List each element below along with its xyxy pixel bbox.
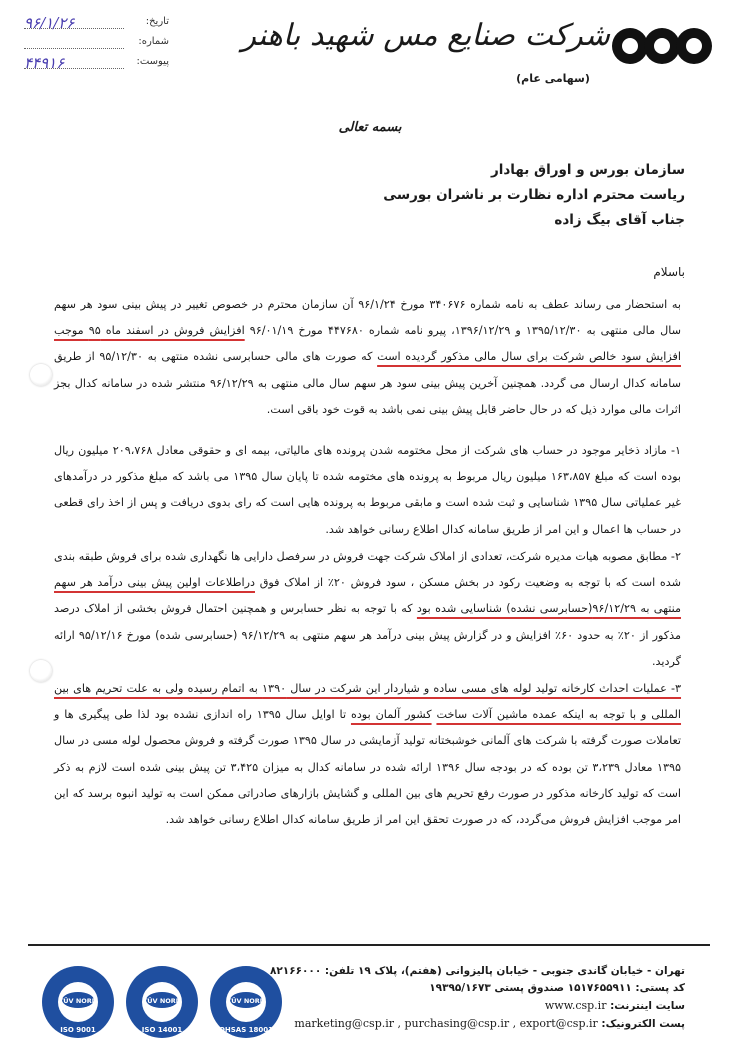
footer-email-label: پست الکترونیک: bbox=[601, 1018, 685, 1030]
footer-website-link[interactable]: www.csp.ir bbox=[544, 999, 607, 1012]
footer-website-row bbox=[295, 997, 685, 1015]
contact-info bbox=[269, 963, 685, 1033]
certification-logos bbox=[40, 964, 290, 1044]
item-3-text-a: ۳- عملیات احداث کارخانه تولید لوله های مسی ساده و شیاردار این شرکت در سال ۱۳۹۰ به اتمام رسیده ولی به علت تحریم های بین المللی و با توجه به اینکه عمده ماشین آلات ساخت bbox=[54, 682, 682, 722]
meta-date-value: ۹۶/۱/۲۶ bbox=[24, 14, 124, 29]
addressee-organization: سازمان بورس و اوراق بهادار bbox=[490, 162, 685, 178]
item-3-highlight: کشور آلمان بوده bbox=[350, 708, 432, 722]
footer-email-row bbox=[295, 1015, 685, 1033]
meta-date-label: تاریخ: bbox=[145, 16, 169, 27]
iso-9001-badge-icon bbox=[40, 964, 116, 1040]
item-3-text-c: تا اوایل سال ۱۳۹۵ راه اندازی نشده بود لذا طی پیگیری ها و تعاملات صورت گرفته با شرکت های آلمانی خوشبختانه تولید آزمایشی در سال ۱۳۹۵ صورت گرفته و فروش محصول لوله مسی در سال ۱۳۹۵ معادل ۳،۲۳۹ تن بوده که در بودجه سال ۱۳۹۶ ارائه شده در سامانه کدال به میزان ۳،۴۲۵ تن پیش بینی شده است لازم به ذکر است که تولید کارخانه مذکور در صورت رفع تحریم های بین المللی و گشایش بازارهای صادراتی ممکن است به تولید انبوه برسد که این امر موجب افزایش فروش می‌گردد، که در صورت تحقق این امر از طریق سامانه کدال اطلاع رسانی خواهد شد. bbox=[54, 708, 682, 827]
addressee-department: ریاست محترم اداره نظارت بر ناشران بورسی bbox=[383, 187, 685, 203]
punch-hole-bottom bbox=[30, 660, 52, 682]
footer-website-label: سایت اینترنت: bbox=[610, 1000, 685, 1012]
meta-attachment bbox=[24, 54, 169, 72]
footer-divider bbox=[28, 944, 710, 946]
ohsas-standard: OHSAS 18001 bbox=[218, 1026, 274, 1034]
addressee-person: جناب آقای بیگ زاده bbox=[554, 212, 685, 228]
addressee-block bbox=[285, 158, 685, 233]
meta-date bbox=[24, 14, 169, 32]
iso14001-brand: TÜV NORD bbox=[142, 997, 182, 1005]
footer-email-links[interactable]: marketing@csp.ir , purchasing@csp.ir , export@csp.ir bbox=[294, 1017, 598, 1030]
item-1-paragraph: ۱- مازاد ذخایر موجود در حساب های شرکت از محل مختومه شدن پرونده های مالیاتی، بیمه ای و حقوقی معادل ۲۰۹،۷۶۸ میلیون ریال بوده است که مبلغ ۱۶۳،۸۵۷ میلیون ریال مربوط به پرونده های مختومه شده تا پایان سال ۱۳۹۵ می باشد که مبلغ مذکور در درآمدهای غیر عملیاتی سال ۱۳۹۵ شناسایی و ثبت شده است و مابقی مربوط به پرونده هایی است که رای بدوی دریافت و پس از اخذ رای قطعی در حساب ها اعمال و این امر از طریق سامانه کدال اطلاع رسانی خواهد شد. bbox=[54, 444, 682, 536]
meta-number-value bbox=[24, 34, 124, 49]
meta-number-label: شماره: bbox=[138, 36, 169, 47]
letter-meta bbox=[24, 14, 169, 74]
greeting: باسلام bbox=[653, 265, 685, 279]
company-name: شرکت صنایع مس شهید باهنر bbox=[241, 18, 610, 53]
meta-attachment-value: ۴۴۹۱۶ bbox=[24, 54, 124, 69]
intro-text-c: که صورت های مالی حسابرسی نشده منتهی به ۹۵/۱۲/۳۰ از طریق سامانه کدال ارسال می گردد. همچنین آخرین پیش بینی سود هر سهم سال مالی منتهی به ۹۶/۱۲/۲۹ منتشر شده در سامانه کدال بجز اثرات مالی موارد ذیل که در حال حاضر قابل پیش بینی نمی باشد به قوت خود باقی است. bbox=[54, 350, 681, 416]
footer-address: تهران - خیابان گاندی جنوبی - خیابان پالیزوانی (هفتم)، پلاک ۱۹ تلفن: ۸۲۱۶۶۰۰۰ bbox=[269, 965, 685, 977]
company-type: (سهامی عام) bbox=[516, 72, 590, 85]
footer-postal: کد پستی: ۱۵۱۷۶۵۵۹۱۱ صندوق پستی ۱۹۳۹۵/۱۶۷۳ bbox=[429, 982, 685, 994]
item-3-paragraph bbox=[54, 676, 681, 833]
iso9001-standard: ISO 9001 bbox=[60, 1026, 96, 1034]
item-2-text-c: که با توجه به نظر حسابرس و همچنین احتمال فروش بخشی از املاک درصد مذکور از ۲۰٪ به حدود ۶۰٪ افزایش و در گزارش پیش بینی درآمد هر سهم منتهی به ۹۶/۱۲/۲۹ (حسابرسی شده) مورخ ۹۵/۱۲/۱۶ ارائه گردید. bbox=[54, 602, 682, 668]
iso9001-brand: TÜV NORD bbox=[58, 997, 98, 1005]
meta-attachment-label: پیوست: bbox=[136, 56, 169, 67]
intro-paragraph bbox=[54, 292, 681, 423]
punch-hole-top bbox=[30, 364, 52, 386]
iso14001-standard: ISO 14001 bbox=[141, 1026, 183, 1034]
item-2-paragraph bbox=[54, 544, 681, 675]
item-2-highlight: دراطلاعات اولین پیش بینی درآمد هر سهم منتهی به ۹۶/۱۲/۲۹(حسابرسی نشده) شناسایی شده بود bbox=[54, 576, 681, 616]
meta-number bbox=[24, 34, 169, 52]
item-2-text-a: ۲- مطابق مصوبه هیات مدیره شرکت، تعدادی از املاک شرکت جهت فروش در سرفصل دارایی ها نگهداری شده برای فروش طبقه بندی شده است که با توجه به وضعیت رکود در بخش مسکن ، سود فروش ۲۰٪ از املاک فوق bbox=[54, 550, 682, 590]
company-logo bbox=[610, 26, 720, 66]
ohsas-brand: TÜV NORD bbox=[226, 997, 266, 1005]
bismillah: بسمه تعالی bbox=[338, 120, 402, 135]
intro-highlight: افزایش فروش در اسفند ماه ۹۵ موجب افزایش سود خالص شرکت برای سال مالی مذکور گردیده است bbox=[54, 324, 681, 364]
intro-text-a: به استحضار می رساند عطف به نامه شماره ۳۴۰۶۷۶ مورخ ۹۶/۱/۲۴ آن سازمان محترم در خصوص تغییر در پیش بینی سود هر سهم سال مالی منتهی به ۱۳۹۵/۱۲/۳۰ و ۱۳۹۶/۱۲/۲۹، پیرو نامه شماره ۴۴۷۶۸۰ مورخ ۹۶/۰۱/۱۹ bbox=[54, 298, 682, 338]
iso-14001-badge-icon bbox=[124, 964, 200, 1040]
